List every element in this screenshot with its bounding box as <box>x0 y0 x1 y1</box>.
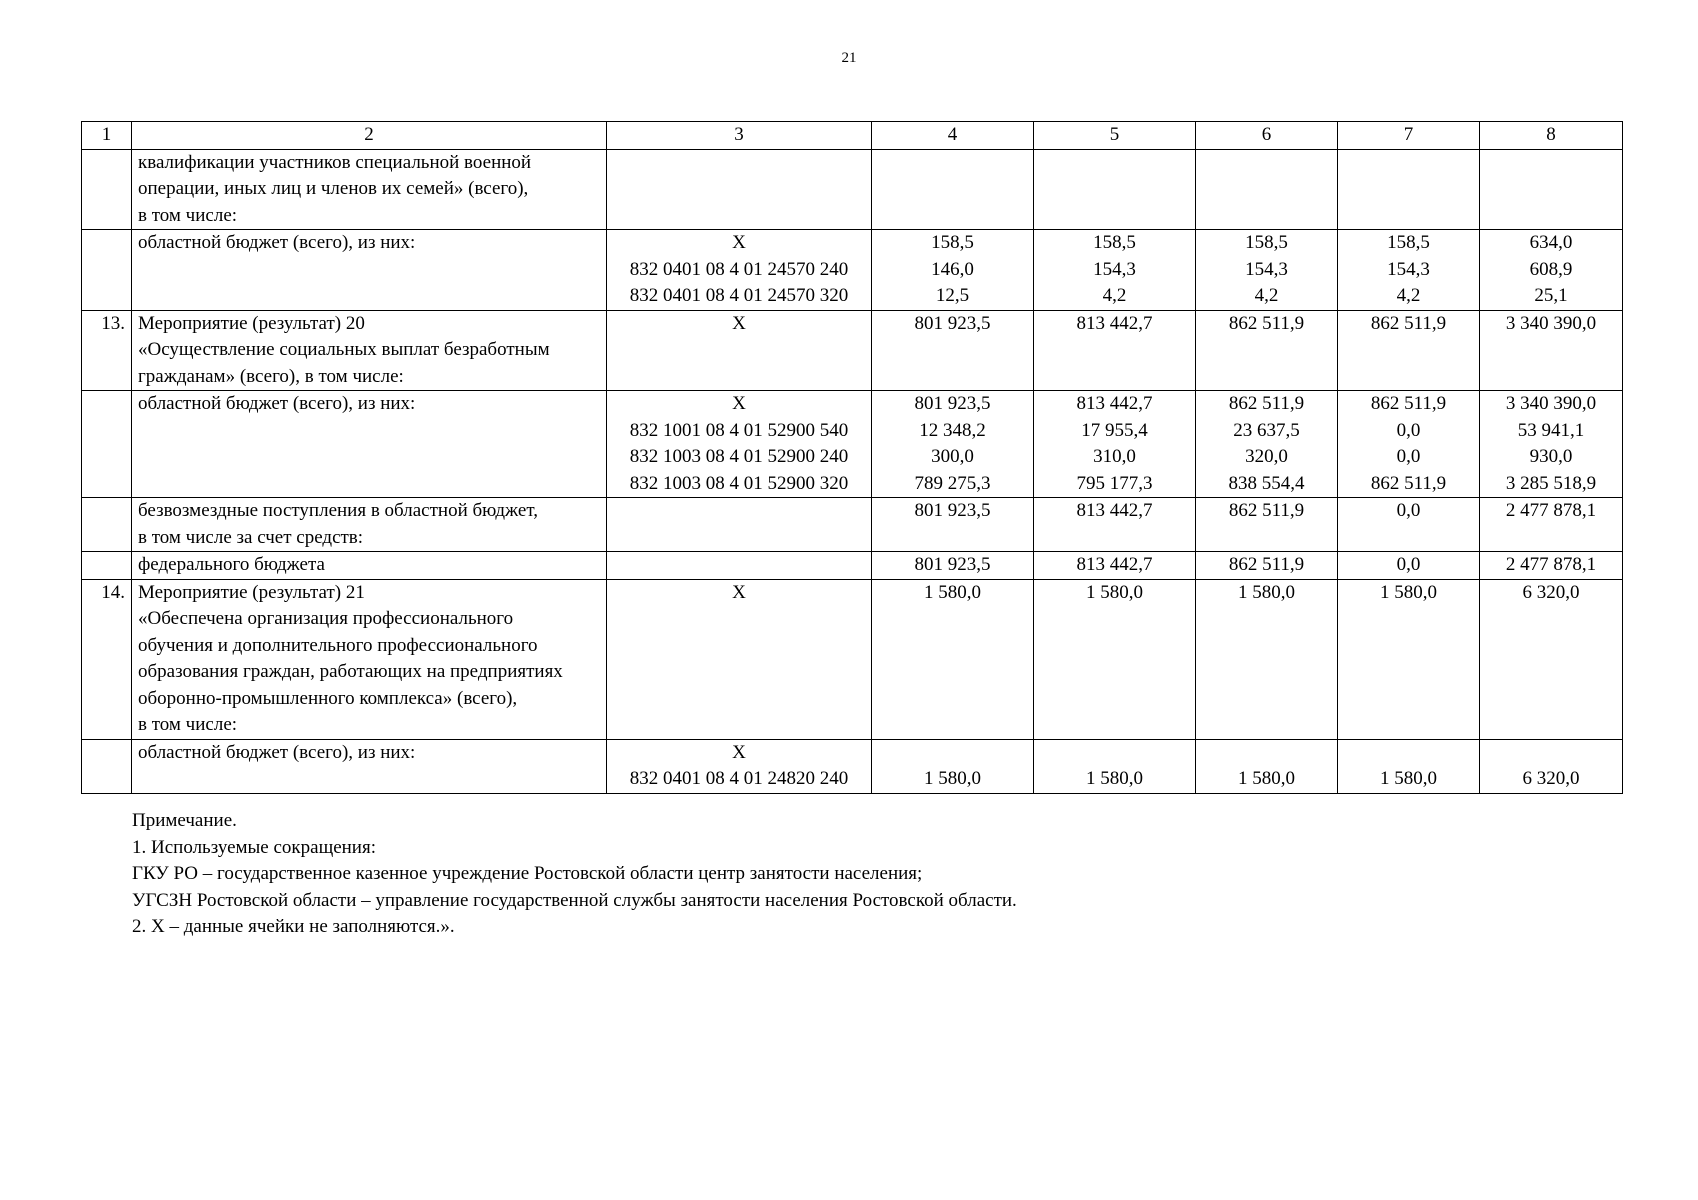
table-row <box>82 552 1623 580</box>
budget-code-line: 832 0401 08 4 01 24570 240 <box>629 258 849 280</box>
value-cell-col6-line: 158,5 <box>1245 232 1288 253</box>
value-cell-col6 <box>1196 230 1338 311</box>
row-description-line: безвозмездные поступления в областной бюджет, <box>138 500 538 521</box>
value-cell-col7-line: 154,3 <box>1387 258 1430 280</box>
value-cell-col4 <box>872 149 1034 230</box>
row-description-line: в том числе: <box>138 204 238 226</box>
row-description-line: в том числе за счет средств: <box>138 526 364 548</box>
note-line: ГКУ РО – государственное казенное учреждение Ростовской области центр занятости населения; <box>132 863 923 884</box>
value-cell-col8-line: 53 941,1 <box>1517 419 1585 441</box>
row-description <box>132 149 607 230</box>
value-cell-col8-line: 6 320,0 <box>1522 768 1580 789</box>
table-row <box>82 149 1623 230</box>
value-cell-col7-line: 0,0 <box>1396 419 1421 441</box>
value-cell-col5-line: 813 442,7 <box>1076 312 1153 334</box>
table-row <box>82 579 1623 739</box>
row-description-line: операции, иных лиц и членов их семей» (всего), <box>138 178 529 199</box>
row-description-line: областной бюджет (всего), из них: <box>138 393 416 414</box>
value-cell-col8-line: 608,9 <box>1529 258 1573 280</box>
value-cell-col5 <box>1034 310 1196 391</box>
value-cell-col7-line: 1 580,0 <box>1380 768 1437 789</box>
row-description-line: квалификации участников специальной военной <box>138 151 532 173</box>
value-cell-col4-line: 789 275,3 <box>914 472 991 494</box>
value-cell-col8-line: 3 285 518,9 <box>1505 472 1597 494</box>
value-cell-col8-line: 2 477 878,1 <box>1505 554 1597 575</box>
row-number <box>82 391 132 498</box>
budget-code <box>607 391 872 498</box>
value-cell-col5-line: 813 442,7 <box>1076 500 1153 521</box>
value-cell-col6 <box>1196 149 1338 230</box>
row-description <box>132 391 607 498</box>
row-number <box>82 149 132 230</box>
header-cell: 6 <box>1196 122 1338 150</box>
table-row <box>82 739 1623 793</box>
row-description-line: оборонно-промышленного комплекса» (всего), <box>138 687 518 709</box>
value-cell-col4 <box>872 391 1034 498</box>
note-line: 2. Х – данные ячейки не заполняются.». <box>132 916 455 937</box>
value-cell-col6-line: 154,3 <box>1245 258 1288 280</box>
row-description-line: областной бюджет (всего), из них: <box>138 741 416 763</box>
value-cell-col8-line: 25,1 <box>1534 285 1568 306</box>
value-cell-col4-line: 801 923,5 <box>914 554 991 575</box>
budget-code <box>607 552 872 580</box>
notes-section <box>132 808 1612 941</box>
row-number <box>82 552 132 580</box>
value-cell-col4-line: 1 580,0 <box>924 581 981 603</box>
budget-code <box>607 149 872 230</box>
value-cell-col5-line: 1 580,0 <box>1086 768 1143 789</box>
value-cell-col6-line: 862 511,9 <box>1228 500 1305 521</box>
value-cell-col8 <box>1480 310 1623 391</box>
value-cell-col6-line: 862 511,9 <box>1228 312 1305 334</box>
value-cell-col5-line: 813 442,7 <box>1076 554 1153 575</box>
value-cell-col8-line: 2 477 878,1 <box>1505 500 1597 521</box>
value-cell-col6-line: 4,2 <box>1254 285 1279 306</box>
header-row <box>82 122 1623 150</box>
row-description-line: Мероприятие (результат) 21 <box>138 581 365 603</box>
budget-code <box>607 579 872 739</box>
budget-code <box>607 739 872 793</box>
value-cell-col6 <box>1196 310 1338 391</box>
table-body <box>82 122 1623 794</box>
value-cell-col8 <box>1480 498 1623 552</box>
row-description-line: обучения и дополнительного профессионального <box>138 634 538 656</box>
value-cell-col7-line: 862 511,9 <box>1370 312 1447 334</box>
value-cell-col7 <box>1338 230 1480 311</box>
row-description <box>132 739 607 793</box>
value-cell-col5 <box>1034 739 1196 793</box>
value-cell-col5-line: 154,3 <box>1093 258 1136 280</box>
budget-code <box>607 310 872 391</box>
value-cell-col6-line: 838 554,4 <box>1228 472 1305 494</box>
row-number: 13. <box>82 310 132 391</box>
budget-code-line: 832 0401 08 4 01 24820 240 <box>629 768 849 789</box>
value-cell-col5 <box>1034 498 1196 552</box>
value-cell-col4 <box>872 739 1034 793</box>
value-cell-col7-line: 0,0 <box>1396 554 1421 575</box>
value-cell-col5 <box>1034 579 1196 739</box>
budget-code-line: X <box>732 393 746 414</box>
header-cell: 4 <box>872 122 1034 150</box>
value-cell-col6 <box>1196 579 1338 739</box>
table-row <box>82 230 1623 311</box>
value-cell-col6-line: 1 580,0 <box>1238 768 1295 789</box>
value-cell-col4 <box>872 230 1034 311</box>
value-cell-col5-line <box>1040 740 1189 767</box>
value-cell-col4-line: 158,5 <box>931 232 974 253</box>
value-cell-col7 <box>1338 391 1480 498</box>
value-cell-col6 <box>1196 498 1338 552</box>
value-cell-col4-line: 146,0 <box>931 258 974 280</box>
value-cell-col7-line: 0,0 <box>1396 500 1421 521</box>
value-cell-col6-line: 23 637,5 <box>1233 419 1300 441</box>
value-cell-col5 <box>1034 230 1196 311</box>
value-cell-col4-line: 801 923,5 <box>914 393 991 414</box>
value-cell-col6-line: 320,0 <box>1245 446 1288 467</box>
value-cell-col8-line: 3 340 390,0 <box>1505 312 1597 334</box>
value-cell-col4-line: 801 923,5 <box>914 500 991 521</box>
value-cell-col4 <box>872 498 1034 552</box>
value-cell-col5-line: 813 442,7 <box>1076 393 1153 414</box>
value-cell-col5-line: 1 580,0 <box>1086 581 1143 603</box>
value-cell-col7 <box>1338 149 1480 230</box>
header-cell: 5 <box>1034 122 1196 150</box>
value-cell-col8-line: 3 340 390,0 <box>1505 393 1597 414</box>
row-number <box>82 230 132 311</box>
value-cell-col7-line: 0,0 <box>1396 446 1421 467</box>
value-cell-col4 <box>872 310 1034 391</box>
value-cell-col7-line: 862 511,9 <box>1370 393 1447 414</box>
header-cell: 3 <box>607 122 872 150</box>
value-cell-col8 <box>1480 149 1623 230</box>
note-line: УГСЗН Ростовской области – управление государственной службы занятости населения Ростовской области. <box>132 889 1017 911</box>
value-cell-col7 <box>1338 498 1480 552</box>
value-cell-col7-line: 4,2 <box>1396 285 1421 306</box>
value-cell-col7 <box>1338 552 1480 580</box>
note-line: Примечание. <box>132 810 237 831</box>
value-cell-col5-line: 795 177,3 <box>1076 472 1153 494</box>
value-cell-col8-line <box>1486 740 1616 767</box>
table-row <box>82 310 1623 391</box>
row-description-line: гражданам» (всего), в том числе: <box>138 365 404 387</box>
value-cell-col5-line: 4,2 <box>1102 285 1127 306</box>
row-number <box>82 739 132 793</box>
value-cell-col6 <box>1196 739 1338 793</box>
row-number <box>82 498 132 552</box>
row-description <box>132 552 607 580</box>
row-description-line: Мероприятие (результат) 20 <box>138 312 365 334</box>
header-cell: 2 <box>132 122 607 150</box>
note-line: 1. Используемые сокращения: <box>132 836 376 858</box>
value-cell-col8 <box>1480 579 1623 739</box>
value-cell-col5 <box>1034 391 1196 498</box>
row-description <box>132 230 607 311</box>
header-cell: 8 <box>1480 122 1623 150</box>
value-cell-col8-line: 6 320,0 <box>1522 581 1580 603</box>
value-cell-col8 <box>1480 230 1623 311</box>
budget-code-line: 832 1003 08 4 01 52900 320 <box>629 472 849 494</box>
budget-code-line: 832 1003 08 4 01 52900 240 <box>629 446 849 467</box>
header-cell: 1 <box>82 122 132 150</box>
row-description <box>132 579 607 739</box>
value-cell-col4-line: 1 580,0 <box>924 768 981 789</box>
row-number: 14. <box>82 579 132 739</box>
value-cell-col7 <box>1338 310 1480 391</box>
value-cell-col8 <box>1480 739 1623 793</box>
value-cell-col4-line: 300,0 <box>931 446 974 467</box>
value-cell-col6-line: 862 511,9 <box>1228 554 1305 575</box>
budget-code-line: X <box>732 741 746 763</box>
value-cell-col5 <box>1034 552 1196 580</box>
value-cell-col6 <box>1196 391 1338 498</box>
table-row <box>82 391 1623 498</box>
value-cell-col7-line <box>1344 740 1473 767</box>
budget-code <box>607 498 872 552</box>
value-cell-col6-line <box>1202 740 1331 767</box>
page-number: 21 <box>841 50 857 66</box>
budget-code-line: X <box>732 312 746 334</box>
value-cell-col7-line: 862 511,9 <box>1370 472 1447 494</box>
row-description-line: «Осуществление социальных выплат безработным <box>138 339 550 360</box>
row-description <box>132 310 607 391</box>
value-cell-col4-line <box>878 740 1027 767</box>
value-cell-col4 <box>872 579 1034 739</box>
value-cell-col7 <box>1338 579 1480 739</box>
value-cell-col6 <box>1196 552 1338 580</box>
value-cell-col8-line: 634,0 <box>1529 232 1573 253</box>
value-cell-col5-line: 158,5 <box>1093 232 1136 253</box>
value-cell-col8 <box>1480 552 1623 580</box>
table-row <box>82 498 1623 552</box>
value-cell-col6-line: 1 580,0 <box>1238 581 1295 603</box>
value-cell-col6-line: 862 511,9 <box>1228 393 1305 414</box>
row-description-line: «Обеспечена организация профессионального <box>138 608 514 629</box>
budget-code-line: X <box>732 581 746 603</box>
row-description <box>132 498 607 552</box>
value-cell-col4-line: 12,5 <box>935 285 970 306</box>
value-cell-col8 <box>1480 391 1623 498</box>
value-cell-col5-line: 17 955,4 <box>1081 419 1148 441</box>
value-cell-col7-line: 1 580,0 <box>1380 581 1437 603</box>
value-cell-col4-line: 12 348,2 <box>919 419 986 441</box>
value-cell-col7-line: 158,5 <box>1387 232 1430 253</box>
budget-code-line: 832 1001 08 4 01 52900 540 <box>629 419 849 441</box>
value-cell-col8-line: 930,0 <box>1529 446 1573 467</box>
row-description-line: федерального бюджета <box>138 554 325 575</box>
row-description-line: в том числе: <box>138 714 238 735</box>
value-cell-col5 <box>1034 149 1196 230</box>
value-cell-col4 <box>872 552 1034 580</box>
budget-code <box>607 230 872 311</box>
value-cell-col4-line: 801 923,5 <box>914 312 991 334</box>
row-description-line: образования граждан, работающих на предприятиях <box>138 661 563 682</box>
row-description-line: областной бюджет (всего), из них: <box>138 232 416 253</box>
budget-code-line: X <box>732 232 746 253</box>
budget-code-line: 832 0401 08 4 01 24570 320 <box>629 285 849 306</box>
header-cell: 7 <box>1338 122 1480 150</box>
value-cell-col7 <box>1338 739 1480 793</box>
value-cell-col5-line: 310,0 <box>1093 446 1136 467</box>
budget-table <box>81 121 1623 794</box>
